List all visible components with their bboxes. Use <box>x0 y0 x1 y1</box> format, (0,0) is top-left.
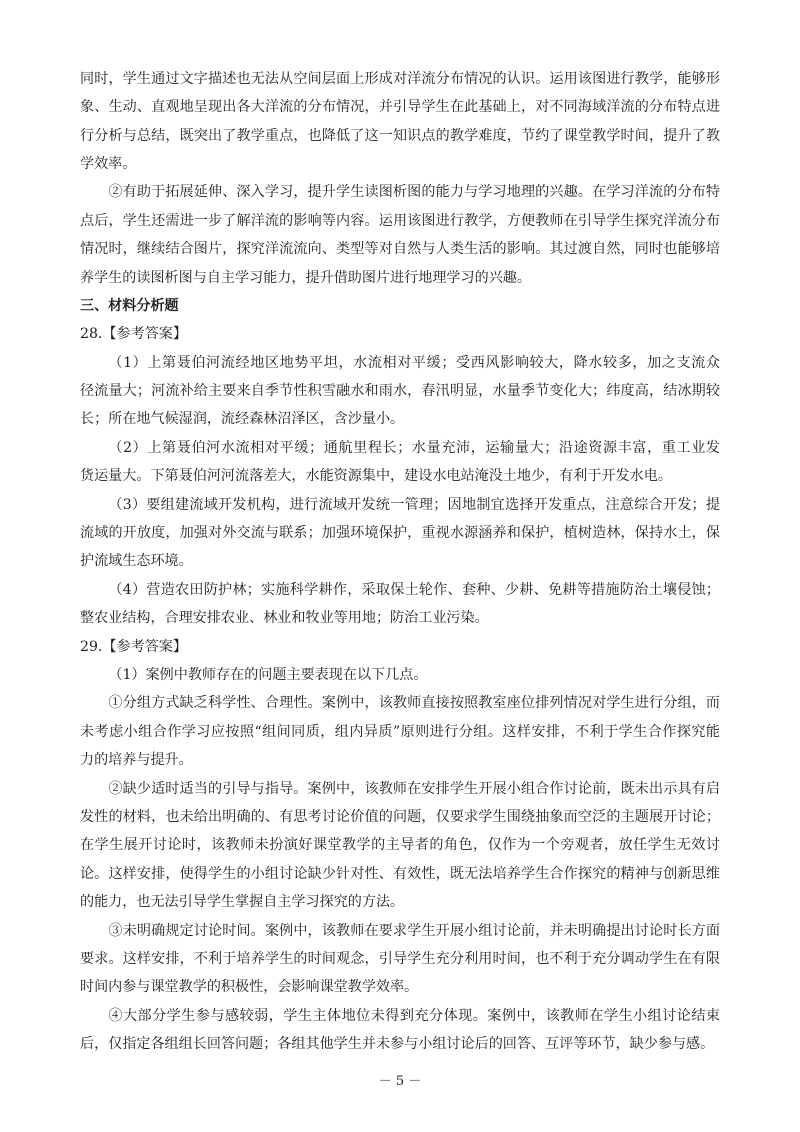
text-line: 长；所在地气候湿润，流经森林沼泽区，含沙量小。 <box>80 411 405 428</box>
text-line: 情况时，继续结合图片，探究洋流流向、类型等对自然与人类生活的影响。其过渡自然，同时也能够培 <box>80 241 720 258</box>
text-line: 护流域生态环境。 <box>80 553 193 570</box>
paragraph-ocean-current-continuation <box>80 65 720 179</box>
text-line: 后，仅指定各组组长回答问题；各组其他学生并未参与小组讨论后的回答、互评等环节，缺少参与感。 <box>80 1036 715 1053</box>
text-line: 货运量大。下第聂伯河河流落差大，水能资源集中，建设水电站淹没土地少，有利于开发水电。 <box>80 468 672 485</box>
answer-29-point-3 <box>80 917 720 1002</box>
text-line: 流域的开放度，加强对外交流与联系；加强环境保护，重视水源涵养和保护，植树造林，保持水土，保 <box>80 525 720 542</box>
text-line: 发性的材料，也未给出明确的、有思考讨论价值的问题，仅要求学生围绕抽象而空泛的主题展开讨论； <box>80 808 720 825</box>
text-line: （2）上第聂伯河水流相对平缓；通航里程长；水量充沛，运输量大；沿途资源丰富，重工业发 <box>108 439 720 456</box>
question-29-label: 29.【参考答案】 <box>80 638 187 655</box>
text-line: ④大部分学生参与感较弱，学生主体地位未得到充分体现。案例中，该教师在学生小组讨论结束 <box>108 1007 720 1024</box>
text-line: （3）要组建流域开发机构，进行流域开发统一管理；因地制宜选择开发重点，注意综合开发；提 <box>108 496 720 513</box>
question-28-label: 28.【参考答案】 <box>80 326 187 343</box>
answer-29-point-2 <box>80 775 720 917</box>
paragraph-point-2 <box>80 178 720 292</box>
text-line: 养学生的读图析图与自主学习能力，提升借助图片进行地理学习的兴趣。 <box>80 269 531 286</box>
answer-29-point-1 <box>80 689 720 774</box>
text-line: （1）上第聂伯河流经地区地势平坦，水流相对平缓；受西风影响较大，降水较多，加之支流众 <box>108 354 720 371</box>
text-line: ②有助于拓展延伸、深入学习，提升学生读图析图的能力与学习地理的兴趣。在学习洋流的分布特 <box>108 184 720 201</box>
text-line: 象、生动、直观地呈现出各大洋流的分布情况，并引导学生在此基础上，对不同海域洋流的分布特点进 <box>80 99 720 116</box>
text-line: 时间内参与课堂教学的积极性，会影响课堂教学效率。 <box>80 979 419 996</box>
text-line: 整农业结构，合理安排农业、林业和牧业等用地；防治工业污染。 <box>80 610 489 627</box>
answer-28-part-3 <box>80 491 720 576</box>
text-line: 径流量大；河流补给主要来自季节性积雪融水和雨水，春汛明显，水量季节变化大；纬度高，结冰期较 <box>80 383 720 400</box>
text-line: 点后，学生还需进一步了解洋流的影响等内容。运用该图进行教学，方便教师在引导学生探究洋流分布 <box>80 212 720 229</box>
text-line: 论。这样安排，使得学生的小组讨论缺少针对性、有效性，既无法培养学生合作探究的精神与创新思维 <box>80 865 720 882</box>
answer-29-part-1-intro: （1）案例中教师存在的问题主要表现在以下几点。 <box>108 667 428 683</box>
section-title: 三、材料分析题 <box>80 297 179 314</box>
text-line: 力的培养与提升。 <box>80 752 193 769</box>
text-line: 的能力，也无法引导学生掌握自主学习探究的方法。 <box>80 894 405 911</box>
answer-28-part-4 <box>80 576 720 633</box>
text-line: 行分析与总结，既突出了教学重点，也降低了这一知识点的教学难度，节约了课堂教学时间，提升了教 <box>80 127 720 144</box>
text-line: 在学生展开讨论时，该教师未扮演好课堂教学的主导者的角色，仅作为一个旁观者，放任学生无效讨 <box>80 837 720 854</box>
text-line: ③未明确规定讨论时间。案例中，该教师在要求学生开展小组讨论前，并未明确提出讨论时长方面 <box>108 922 720 939</box>
text-line: ①分组方式缺乏科学性、合理性。案例中，该教师直接按照教室座位排列情况对学生进行分组，而 <box>108 695 720 712</box>
answer-28-part-1 <box>80 349 720 434</box>
page-number: － 5 － <box>378 1074 422 1089</box>
text-line: 要求。这样安排，不利于培养学生的时间观念，引导学生充分利用时间，也不利于充分调动学生在有限 <box>80 950 720 967</box>
text-line: （4）营造农田防护林；实施科学耕作，采取保土轮作、套种、少耕、免耕等措施防治土壤侵蚀； <box>108 581 720 598</box>
document-body <box>80 65 720 1059</box>
answer-29-point-4 <box>80 1002 720 1059</box>
text-line: ②缺少适时适当的引导与指导。案例中，该教师在安排学生开展小组合作讨论前，既未出示具有启 <box>108 780 720 797</box>
text-line: 学效率。 <box>80 155 137 172</box>
text-line: 同时，学生通过文字描述也无法从空间层面上形成对洋流分布情况的认识。运用该图进行教学，能够形 <box>80 70 720 87</box>
text-line: 未考虑小组合作学习应按照“组间同质，组内异质”原则进行分组。这样安排，不利于学生合作探究能 <box>80 723 720 740</box>
answer-28-part-2 <box>80 434 720 491</box>
